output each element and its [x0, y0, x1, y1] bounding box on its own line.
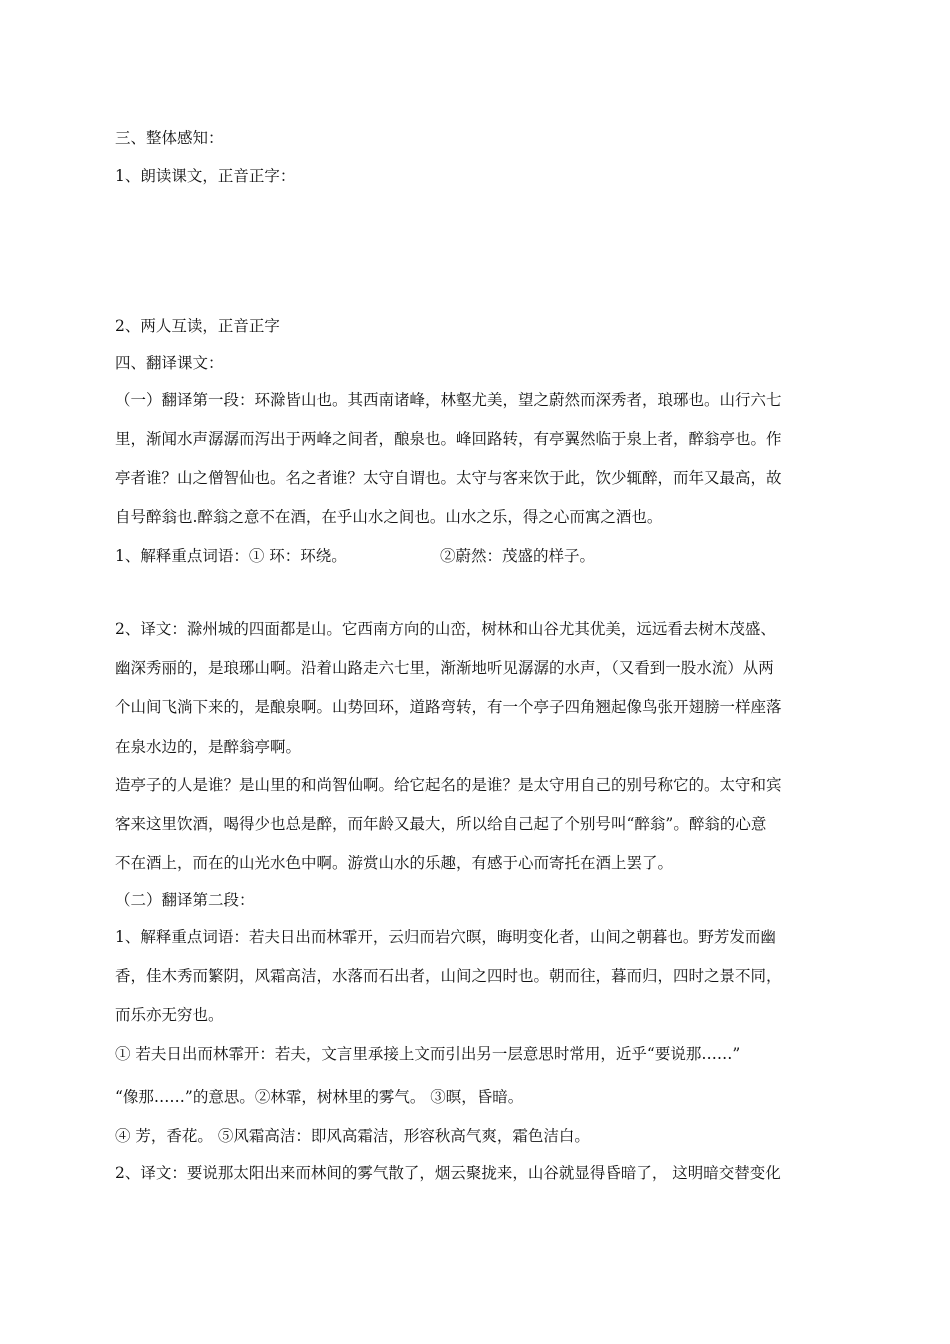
paragraph-line: 1、解释重点词语：若夫日出而林霏开，云归而岩穴暝，晦明变化者，山间之朝暮也。野芳发而幽 [115, 928, 776, 946]
note-line: ④ 芳，香花。 ⑤风霜高洁：即风高霜洁，形容秋高气爽，霜色洁白。 [115, 1127, 590, 1145]
section3-item2: 2、两人互读，正音正字 [115, 317, 280, 335]
paragraph-line: 亭者谁？山之僧智仙也。名之者谁？太守自谓也。太守与客来饮于此，饮少辄醉，而年又最高，故 [115, 469, 782, 487]
paragraph-line: 自号醉翁也.醉翁之意不在酒，在乎山水之间也。山水之乐，得之心而寓之酒也。 [115, 508, 663, 526]
paragraph-line: 香，佳木秀而繁阴，风霜高洁，水落而石出者，山间之四时也。朝而往，暮而归，四时之景不同， [115, 967, 782, 985]
paragraph-line: 2、译文：滁州城的四面都是山。它西南方向的山峦，树林和山谷尤其优美，远远看去树木茂盛、 [115, 620, 776, 638]
paragraph-line: 不在酒上，而在的山光水色中啊。游赏山水的乐趣，有感于心而寄托在酒上罢了。 [115, 854, 674, 872]
para2-heading: （二）翻译第二段： [115, 891, 255, 909]
paragraph-line: 在泉水边的，是醉翁亭啊。 [115, 738, 302, 756]
vocab-entry: 1、解释重点词语：① 环：环绕。 [115, 547, 347, 565]
paragraph-line: 里，渐闻水声潺潺而泻出于两峰之间者，酿泉也。峰回路转，有亭翼然临于泉上者，醉翁亭也。作 [115, 430, 782, 448]
paragraph-line: 而乐亦无穷也。 [115, 1006, 224, 1024]
paragraph-line: 幽深秀丽的，是琅琊山啊。沿着山路走六七里，渐渐地听见潺潺的水声，（又看到一股水流）从两 [115, 659, 774, 677]
vocab-entry: ②蔚然：茂盛的样子。 [440, 547, 596, 565]
section3-heading: 三、整体感知： [115, 129, 224, 147]
note-line: “像那……”的意思。②林霏，树林里的雾气。 ③暝，昏暗。 [115, 1088, 524, 1106]
paragraph-line: 造亭子的人是谁？是山里的和尚智仙啊。给它起名的是谁？是太守用自己的别号称它的。太守和宾 [115, 776, 782, 794]
section4-heading: 四、翻译课文： [115, 354, 224, 372]
paragraph-line: 2、译文：要说那太阳出来而林间的雾气散了，烟云聚拢来，山谷就显得昏暗了， 这明暗交替变化 [115, 1164, 781, 1182]
paragraph-line: 客来这里饮酒，喝得少也总是醉，而年龄又最大，所以给自己起了个别号叫“醉翁”。醉翁的心意 [115, 815, 767, 833]
note-line: ① 若夫日出而林霏开：若夫，文言里承接上文而引出另一层意思时常用，近乎“要说那……” [115, 1045, 741, 1063]
paragraph-line: 个山间飞淌下来的，是酿泉啊。山势回环，道路弯转，有一个亭子四角翘起像鸟张开翅膀一样座落 [115, 698, 782, 716]
vocab-line-1 [115, 546, 845, 566]
paragraph-line: （一）翻译第一段：环滁皆山也。其西南诸峰，林壑尤美，望之蔚然而深秀者，琅琊也。山行六七 [115, 391, 782, 409]
section3-item1: 1、朗读课文，正音正字： [115, 167, 296, 185]
